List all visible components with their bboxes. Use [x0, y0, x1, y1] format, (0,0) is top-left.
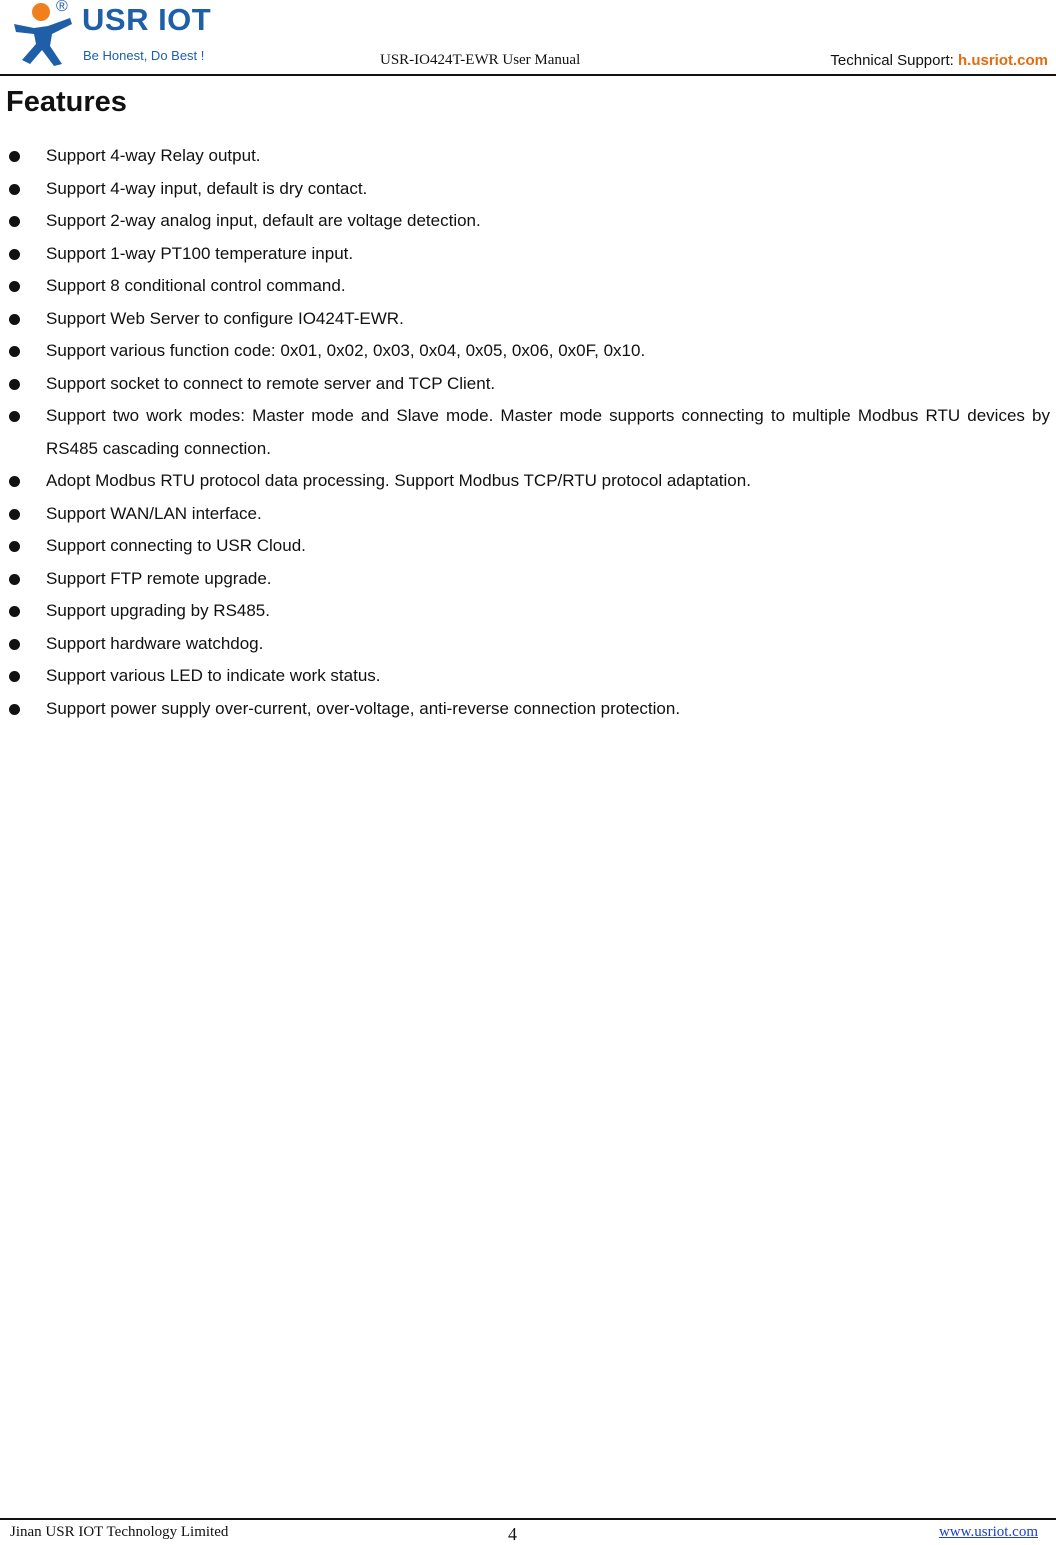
support-link[interactable]: h.usriot.com: [957, 52, 1048, 69]
list-item-text: Support various function code: 0x01, 0x02, 0x03, 0x04, 0x05, 0x06, 0x0F, 0x10.: [46, 341, 646, 360]
list-item-text: Support WAN/LAN interface.: [46, 503, 262, 523]
bullet-icon: [9, 314, 20, 325]
logo-slogan: Be Honest, Do Best !: [83, 48, 205, 63]
list-item: [0, 303, 1050, 336]
bullet-icon: [9, 606, 20, 617]
list-item-text: Adopt Modbus RTU protocol data processing. Support Modbus TCP/RTU protocol adaptation.: [46, 471, 751, 490]
page-number: 4: [508, 1524, 517, 1544]
bullet-icon: [9, 704, 20, 715]
list-item-text: Support upgrading by RS485.: [46, 601, 270, 620]
list-item-text: Support 1-way PT100 temperature input.: [46, 243, 354, 263]
footer-company: Jinan USR IOT Technology Limited: [10, 1524, 229, 1540]
list-item: [0, 400, 1050, 465]
bullet-icon: [9, 574, 20, 585]
list-item-text: Support Web Server to configure IO424T-EWR.: [46, 308, 404, 328]
list-item: [0, 628, 1050, 661]
header-divider: [0, 74, 1056, 76]
list-item-text: Support socket to connect to remote server and TCP Client.: [46, 373, 496, 393]
footer-website-link[interactable]: www.usriot.com: [938, 1524, 1038, 1540]
page-header: [0, 0, 1056, 78]
list-item: [0, 335, 1050, 368]
bullet-icon: [9, 639, 20, 650]
section-title: Features: [6, 86, 127, 118]
list-item-text: Support 4-way input, default is dry contact.: [46, 178, 368, 198]
list-item: [0, 530, 1050, 563]
list-item-text: Support two work modes: Master mode and Slave mode. Master mode supports connecting to multiple Modbus RTU devices by RS485 cascading connection.: [46, 406, 1050, 458]
bullet-icon: [9, 671, 20, 682]
list-item-text: Support various LED to indicate work status.: [46, 666, 381, 685]
support-label: Technical Support:: [830, 52, 958, 69]
list-item: [0, 465, 1050, 498]
list-item: [0, 368, 1050, 401]
bullet-icon: [9, 509, 20, 520]
list-item-text: Support hardware watchdog.: [46, 633, 264, 653]
bullet-icon: [9, 151, 20, 162]
list-item-text: Support 8 conditional control command.: [46, 276, 346, 295]
list-item-text: Support connecting to USR Cloud.: [46, 536, 306, 555]
list-item: [0, 270, 1050, 303]
bullet-icon: [9, 379, 20, 390]
list-item: [0, 660, 1050, 693]
list-item: [0, 595, 1050, 628]
list-item-text: Support FTP remote upgrade.: [46, 568, 272, 588]
bullet-icon: [9, 476, 20, 487]
list-item: [0, 238, 1050, 271]
list-item-text: Support 4-way Relay output.: [46, 146, 261, 165]
list-item: [0, 173, 1050, 206]
bullet-icon: [9, 249, 20, 260]
list-item: [0, 140, 1050, 173]
list-item: [0, 205, 1050, 238]
bullet-icon: [9, 216, 20, 227]
bullet-icon: [9, 346, 20, 357]
list-item: [0, 563, 1050, 596]
footer-divider: [0, 1518, 1056, 1520]
list-item-text: Support power supply over-current, over-voltage, anti-reverse connection protection.: [46, 698, 681, 718]
technical-support: [830, 52, 1048, 69]
bullet-icon: [9, 281, 20, 292]
logo-brand-text: USR IOT: [82, 2, 212, 37]
manual-title: USR-IO424T-EWR User Manual: [380, 52, 581, 68]
list-item: [0, 693, 1050, 726]
list-item: [0, 498, 1050, 531]
bullet-icon: [9, 541, 20, 552]
features-list: [0, 140, 1050, 725]
bullet-icon: [9, 411, 20, 422]
usr-iot-logo: [4, 2, 214, 68]
list-item-text: Support 2-way analog input, default are voltage detection.: [46, 211, 481, 230]
bullet-icon: [9, 184, 20, 195]
figure-mark-icon: [4, 2, 84, 68]
registered-mark: ®: [56, 0, 68, 15]
